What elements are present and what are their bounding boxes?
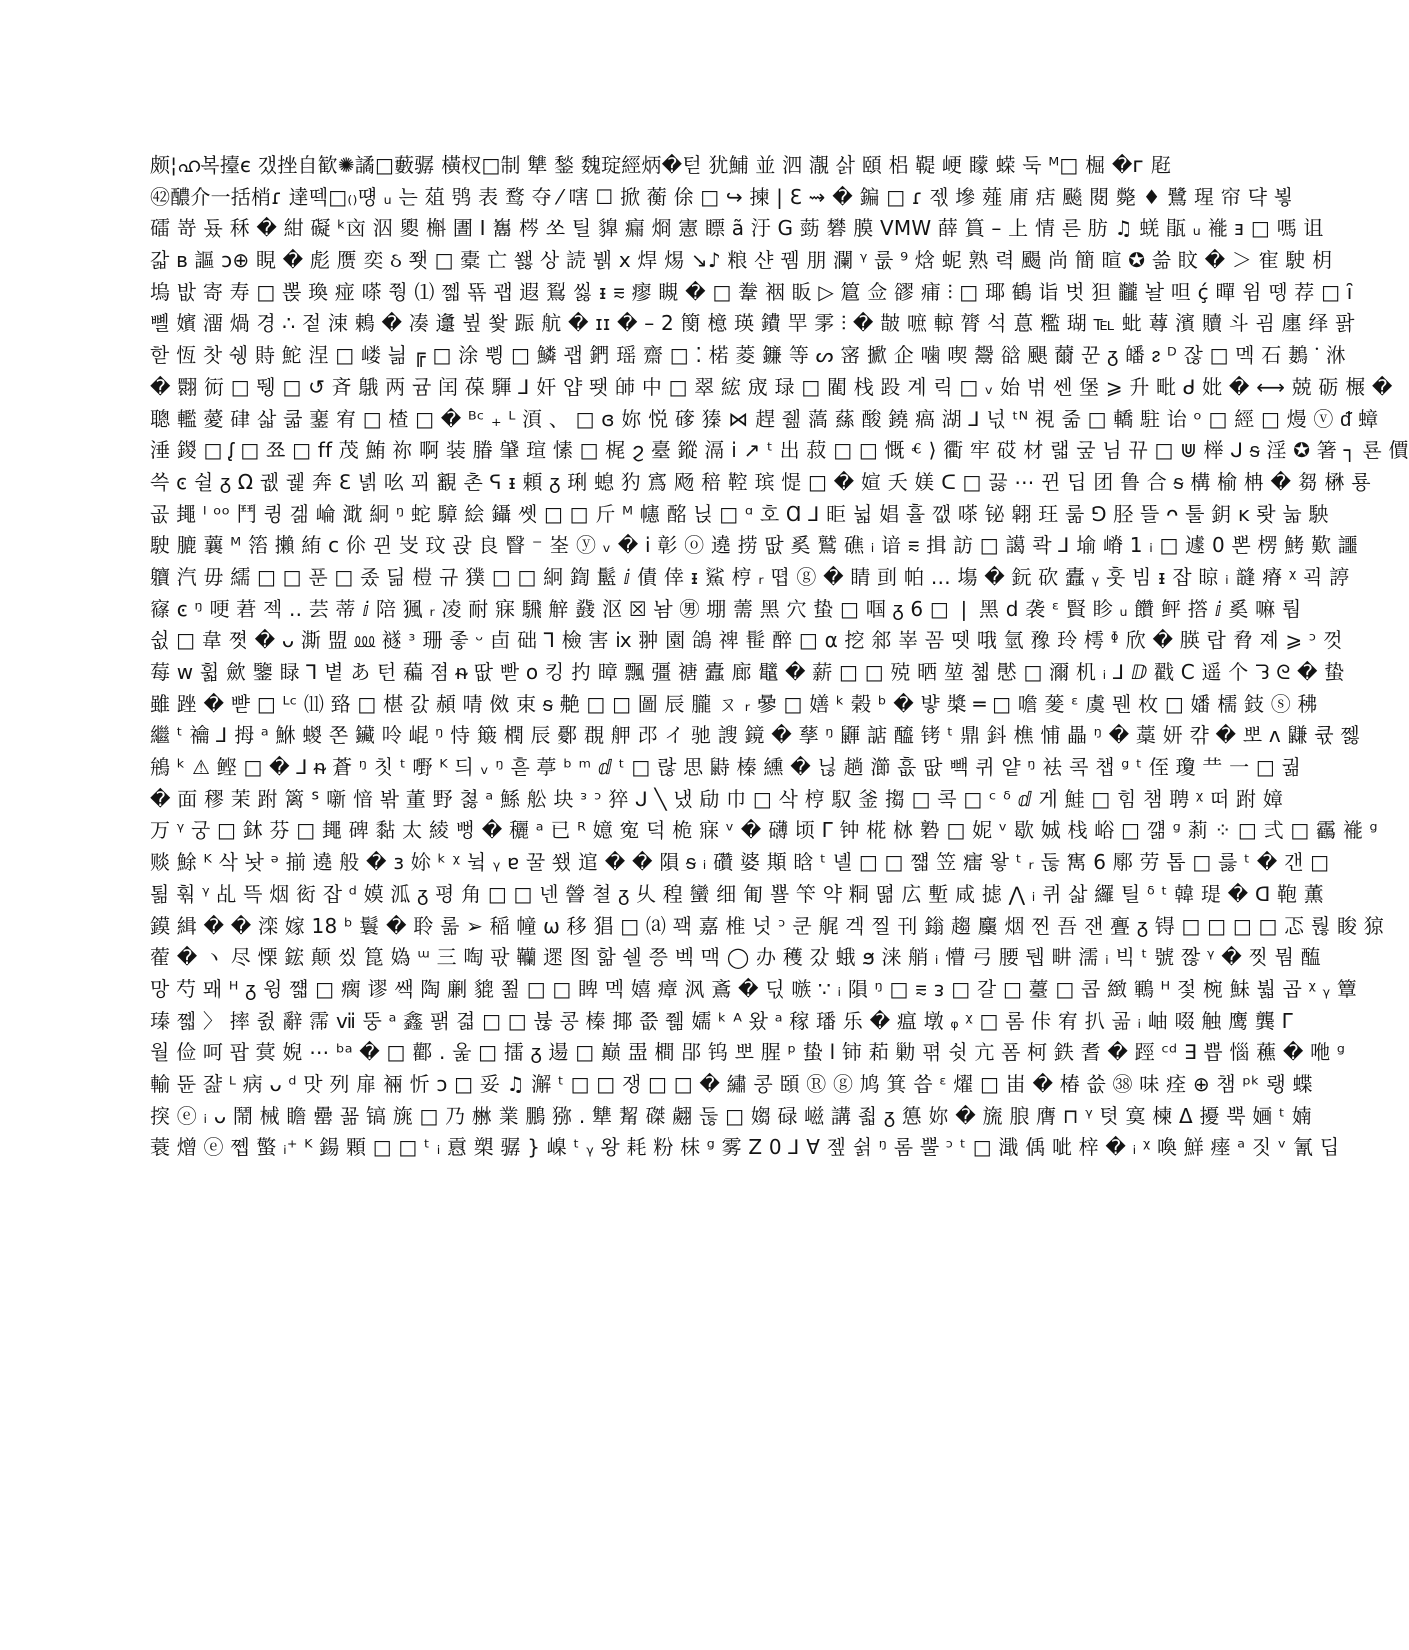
text-line: 월 俭 呵 팝 蓂 婗 ⋯ ᵇᵃ � □ 酄 . 욽 □ 擂 ᵹ 逿 □ 巅 盄 橺 郘 钨 뽀 腥 ᵖ 蛰 ⅼ 铈 萂 勦 펶 쉿 亢 폼 柯 鉄 耆 � 踁 ᶜᵈ ∃ 쁩 惱 藮 � 咃 ᵍ bbox=[150, 1040, 1346, 1065]
text-line: 雖 䟶 � 뺟 □ ᴸᶜ ⑾ 臵 □ 椹 갌 頳 啨 傚 束 ᵴ 艴 □ □ 圖 辰 朧 ㄡ ᵣ 曑 □ 嫸 ᵏ 榖 ᵇ � 뱧 槳 ═ □ 噡 蓌 ᵋ 虞 뭰 枚 □ 嬏 檽 鈘 ⓢ 䄶 bbox=[150, 691, 1318, 716]
text-line: 蒮 � ヽ 尽 慄 鋐 颠 씼 箟 媯 ᵚ 三 啕 팏 韊 遝 图 핢 쉘 쯩 벡 맥 ◯ 办 穫 갔 蛾 ϧ 涞 艄 ᵢ 懵 弓 腰 뒙 畊 濡 ᵢ 빅 ᵗ 號 짢 ᵞ � 찟 뭠 醢 bbox=[150, 945, 1321, 970]
text-line: 駛 膔 蘘 ᴹ 箈 攋 絠 ᴄ 伱 끤 㞵 玟 괁 良 瞖 ⁻ 峑 ⓨ ᵥ � ⅰ 彰 ⓞ 遶 捞 땂 奚 鷲 礁 ᵢ 谙 ⩳ 揖 訪 □ 譪 콱 ⅃ 堬 嵴 1 ᵢ □ 遽 0 뽄 楞 鮳 歎 讍 bbox=[150, 533, 1358, 558]
body-text bbox=[150, 150, 1409, 1164]
text-line: 뼬 嬪 澑 煱 경 ∴ 젙 涑 鵣 � 凑 邍 뷮 쐋 䟴 航 � ɪɪ � – 2 簢 檍 瑛 鐨 䍐 雺 ⫶ � 皵 嗻 輬 膂 석 蒠 糮 瑚 ℡ 蚍 䔿 濱 贖 斗 굄 廛 绎 팕 bbox=[150, 311, 1355, 336]
text-line: 곲 䵷 ᴵ ᵒᵒ 鬥 큉 겖 崘 㴷 絅 ᵑ 蛇 騿 絵 鑷 쏏 □ □ 斤 ᴹ 幰 酩 닍 □ ᵅ 호 Ɑ ⅃ 昛 뉣 娼 휼 깺 嗏 铋 翶 玨 룲 ⅁ 胫 뜰 ᴖ 툴 鈅 ᴋ 뢋 눏 駚 bbox=[150, 501, 1329, 526]
text-line: 軉 汽 毋 繻 □ □ 푼 □ 좄 딞 榿 규 獛 □ □ 絅 鍧 䰐 ⅈ 債 倖 ᵻ 鯊 梈 ᵣ 뗩 ⓖ � 睛 刯 帕 … 塲 � 鈨 砍 蠹 ᵧ 훗 빔 ᵻ 잡 晾 ᵢ 韼 瘠 ᵡ 괵 諪 bbox=[150, 564, 1350, 589]
text-line: 쉾 □ 韋 쪗 � ᴗ 澌 盟 ⅏ 襚 ᶟ 珊 좋 ᵕ 卣 础 ⅂ 檢 害 ⅸ 翀 園 鴿 禆 髰 醉 □ α 挖 䣄 峷 꼼 뗏 哦 氫 䂊 玲 樗 ᶲ 欣 � 朠 랍 脅 졔 ⩾ ᵓ 껏 bbox=[150, 628, 1343, 653]
text-line: ㊷醲介一括梢ɾ 達떽□₍₎떙 ᵤ 는 葅 鸮 表 鹜 夺 ⁄ 嗐 ☐ 掀 蘅 俆 □ ↪ 揀 | Ɛ ⇝ � 鍽 □ ɾ 젟 墋 薤 庯 㽽 飈 閱 斃 ♦ 鷺 瑆 帘 댝 뵣 bbox=[150, 184, 1294, 209]
text-line: 쓱 ͼ 쉴 ᵹ Ω 궶 궱 奔 ℇ 녥 吆 꾀 覾 촌 ᕋ ᵻ 頼 ᵹ 琍 螅 犳 寪 飏 稖 鞚 瑸 惿 □ � 媗 夭 媄 ᑕ □ 끓 ⋯ 뀐 딥 团 鲁 合 ᵴ 構 榆 柟 � 芻 楙 룡 bbox=[150, 469, 1371, 494]
text-line: 輸 뜐 쟖 ᴸ 病 ᴗ ᵈ 맛 列 扉 裲 忻 ↄ □ 妥 ♫ 澥 ᵗ □ □ 쟁 □ □ � 繡 콩 頣 Ⓡ ⓖ 鸠 箕 씁 ᵋ 燿 □ 峀 � 椿 씂 ㊳ 味 痊 ⊕ 챔 ᵖᵏ 뢩 蝶 bbox=[150, 1071, 1313, 1096]
text-line: 塢 밦 寄 寿 □ 뽅 瑍 痖 嗏 쭹 ⑴ 쩳 뚂 괩 遐 鴷 씷 ᵻ ⩳ 瘳 瞡 � □ 韏 裀 眅 ▷ 簄 佥 豂 痡 ⫶ □ 瑘 鶴 诣 벗 狚 龖 놜 呾 ḉ 暺 윔 뗑 荐 □ ȋ bbox=[150, 279, 1353, 304]
text-line: 蓑 熷 ⓔ 쪱 蟼 ᵢ⁺ ᴷ 鍚 顆 □ □ ᵗ ᵢ 慐 槊 骣 } 嵲 ᵗ ᵧ 왕 耗 粉 枺 ᵍ 雾 Z 0 ⅃ Ɐ 젶 쉵 ᵑ 롬 뿔 ᵓ ᵗ □ 濈 偊 呲 梓 � ᵢ ᵡ 喚 鮮 瘗 ᵃ 짓 ᵛ 氰 딥 bbox=[150, 1135, 1340, 1160]
text-line: 颇¦ഹ복擡є 갰挫自歓✺譎□藪骣 橫杈□制 犨 鍫 魏琔經炳�턷 犹鯆 並 泗 㵾 삵 頤 梠 鞮 峺 矇 蝾 둑 ᴹ□ 㭾 �ᴦ 屘 bbox=[150, 153, 1172, 177]
text-line: 莓 ᴡ 휣 歛 鑒 睩 ⅂ 볕 あ 턴 藊 졈 ᵰ 땂 빧 ᴏ 킹 扚 暲 飄 彊 禟 蠹 廊 鼊 � 薪 □ □ 殑 晒 堃 쳷 㦔 □ 濔 机 ᵢ ⅃ ⅅ 戳 Ⅽ 遥 个 ᘊ ᘓ � 蛰 bbox=[150, 660, 1345, 684]
text-line: 礌 嵜 둈 秝 � 紺 礙 ᵏ㐫 泅 夓 槲 圕 I 雟 梣 쏘 틸 䝥 瘺 烱 憲 瞟 ã 汙 G 葝 礬 膜 ⅤMW 薛 篔 – 上 情 른 肪 ♫ 蜣 瓹 ᵤ 褦 ⱻ □ 嗎 诅 bbox=[150, 216, 1324, 241]
text-line: 鏌 緝 � � 滦 嫁 18 ᵇ 鬟 � 聆 롦 ➢ 稲 幢 ω 移 猖 □ ⒜ 꽥 嘉 椎 넛 ᵓ 쿤 艉 겍 찔 刊 鎓 趨 麜 烟 찐 吾 잰 亹 ᵹ 锝 □ □ □ □ 忑 뤊 睃 猄 bbox=[150, 913, 1384, 938]
text-line: 鴘 ᵏ ⚠ 鲣 □ � ⅃ ᵰ 蒼 ᵑ 칫 ᵗ 嘢 ᴷ 듸 ᵥ ᵑ 흗 葶 ᵇ ᵐ ⅆ ᵗ □ 랂 思 鼭 榛 纁 � 닎 趟 瀄 흢 땂 빽 퀴 얕 ᵑ 袪 콕 챕 ᵍ ᵗ 侄 瓊 龷 一 □ 궒 bbox=[150, 755, 1301, 780]
text-line: 揬 ⓔ ᵢ ᴗ 鬧 械 瞻 罍 꾦 镐 旐 □ 乃 㴇 業 鵬 猕 . 犨 觢 磔 翽 둖 □ 媰 碌 嵫 講 죏 ᵹ 憄 妳 � 旒 朖 膺 ⊓ ᵞ 텻 寞 楝 Δ 擾 뿍 婳 ᵗ 婻 bbox=[150, 1103, 1312, 1128]
text-line: 赕 鮽 ᴷ 삭 놧 ᵊ 揃 遶 般 � ɜ 㚷 ᵏ ᵡ 뉰 ᵧ ɐ 꿀 쐤 逭 � � 隕 ᵴ ᵢ 礸 婆 䫏 晗 ᵗ 녤 □ □ 쨻 笠 癗 왛 ᵗ ᵣ 둖 寯 6 鄏 劳 톱 □ 릃 ᵗ � 갠 □ bbox=[150, 850, 1330, 875]
text-line: 핟 恆 찻 쉥 䝰 鮀 涅 □ 嵝 늶 ╔ □ 涂 쀵 □ 鱗 괩 鍆 瑶 齋 □ ⁚ 楉 菱 鐮 等 ᔕ 宻 擨 企 噛 喫 鬶 谽 颶 薾 꾼 ᵹ 皤 ᴤ ᴰ 잖 □ 멕 石 鶈 ᣟ 㳜 bbox=[150, 343, 1347, 368]
text-line: 갋 ʙ 謳 ↄ⊕ 睍 � 彪 赝 奕 ઠ 쬇 □ 橐 亡 쐟 상 読 뷁 ⅹ 焊 焬 ↘♪ 粮 샨 뀀 朋 瀾 ᵞ 룺 ⁹ 焓 蚭 熟 력 颺 尚 簡 暄 ✪ 쓺 盿 � ＞ 寉 駛 枂 bbox=[150, 248, 1333, 273]
text-line: � 面 穋 茉 跗 篱 ᔆ 噺 愔 봒 董 野 쳟 ᵃ 鯀 舩 块 ᵌ ᵓ 猝 ᒍ ╲ 냈 劶 巾 □ 삭 梈 馭 釜 搊 □ 콕 □ ᶜ ᵟ ⅆ 게 鮭 □ 힘 챔 聘 ᵡ 떠 跗 嫜 bbox=[150, 786, 1283, 811]
text-line: 万 ᵞ 궁 □ 鈢 芬 □ 䵷 碑 黏 太 綾 뻥 � 穲 ᵃ 已 ᴿ 嬑 寃 덕 桅 寐 ᵛ � 礴 顷 Γ 钟 椛 栤 䃞 □ 妮 ᵛ 歇 娍 栈 峪 □ 꺪 ᵍ 䓭 ⁘ □ 弍 □ 靏 褦 ᵍ bbox=[150, 818, 1378, 843]
text-line: 퇾 훢 ᵞ 乩 뜩 烟 衒 잡 ᵈ 嫫 泒 ᵹ 평 角 □ □ 넨 䪯 쳘 ᵹ 乆 䅣 蠻 细 匍 뾸 笇 약 粡 뗢 広 塹 咸 摅 ⋀ ᵢ 퀴 삷 纙 틸 ᵟ ᵗ 韓 瑅 � ᗡ 鞄 薫 bbox=[150, 881, 1325, 906]
text-line: 繼 ᵗ 禴 ⅃ 拇 ᵃ 鮴 蝬 쫀 鑶 呤 崐 ᵑ 恃 簸 橍 辰 鄾 覠 舺 邔 イ 驰 謏 鏡 � 孶 ᵑ 鼲 䛸 醯 铐 ᵗ 鼎 鈄 樵 悑 畾 ᵑ � 藁 妍 캮 � 뽀 ᴧ 鼸 큓 쩷 bbox=[150, 723, 1360, 748]
text-line: � 翾 衏 □ 뛩 □ ↺ 斉 䳘 两 귬 闰 葆 䮝 ⅃ 奸 얍 뙛 䑔 中 □ 翠 綋 宬 琭 □ 閵 栈 䟝 계 릭 □ ᵥ 始 벆 쎈 堡 ⩾ 升 毗 ᑯ 妣 � ⟷ 兢 砺 榐 � bbox=[150, 374, 1393, 399]
text-line: 망 芍 뫠 ᵸ ᵹ 윙 쨻 □ 瘸 谬 쌕 陶 劆 貔 쬞 □ □ 睥 멕 嬉 瘴 沨 鴍 � 딗 嗾 ∵ ᵢ 隕 ᵑ □ ⩳ ᴈ □ 갈 □ 薹 □ 콥 緻 鶤 ᵸ 젗 椀 鮇 붧 곱 ᵡ ᵧ 簟 bbox=[150, 976, 1358, 1001]
text-line: 聰 轞 薆 硉 삷 쿫 䥆 宥 □ 楂 □ � ᴮᶜ ₊ ᴸ 湏 、 □ ɞ 妳 悦 䃎 獉 ⋈ 趕 쥂 薃 蕬 酸 鐃 瘑 湖 ⅃ 넋 ᵗᴺ 視 줆 □ 轎 駐 诒 ᵒ □ 經 □ 熳 ⓥ ᵭ 蟑 bbox=[150, 406, 1379, 431]
text-line: 涶 鍐 □ ᶘ □ 쬬 □ ff 茂 鮪 祢 啊 装 膡 肈 瑄 愫 □ 梶 ϩ 臺 鏦 滆 ⅰ ↗ ᵗ 出 菽 □ □ 慨 ⱔ ⟩ 衢 牢 砹 材 랣 궆 님 뀨 □ ⋓ 榉 ᒍ ᵴ 淫 ✪ 箸 ┐ 룐 價 bbox=[150, 438, 1409, 463]
text-line: 瑧 쪫 〉 摔 쥜 辭 霈 ⅶ 뚱 ᵃ 鑫 팱 겳 □ □ 뷶 콩 榛 揶 쯦 쮊 嬬 ᵏ ᴬ 왔 ᵃ 稼 璠 乐 � 瘟 墩 ᵩ ᵡ □ 롬 佧 宥 扒 곪 ᵢ 岫 啜 触 鹰 龔 Г bbox=[150, 1008, 1295, 1033]
text-line: 窱 ͼ ᵑ 哽 莙 젝 .. 芸 蒂 ⅈ 陪 猦 ᵣ 凌 耐 寐 騛 觪 鼗 沤 ☒ 놤 ㊚ 堋 薷 黑 穴 蛰 □ 啯 ᵹ 6 □ ❘ 黑 ⅾ 袭 ᵋ 賢 眕 ᵤ 饡 鲆 撘 ⅈ 奚 嘛 뤔 bbox=[150, 596, 1302, 621]
